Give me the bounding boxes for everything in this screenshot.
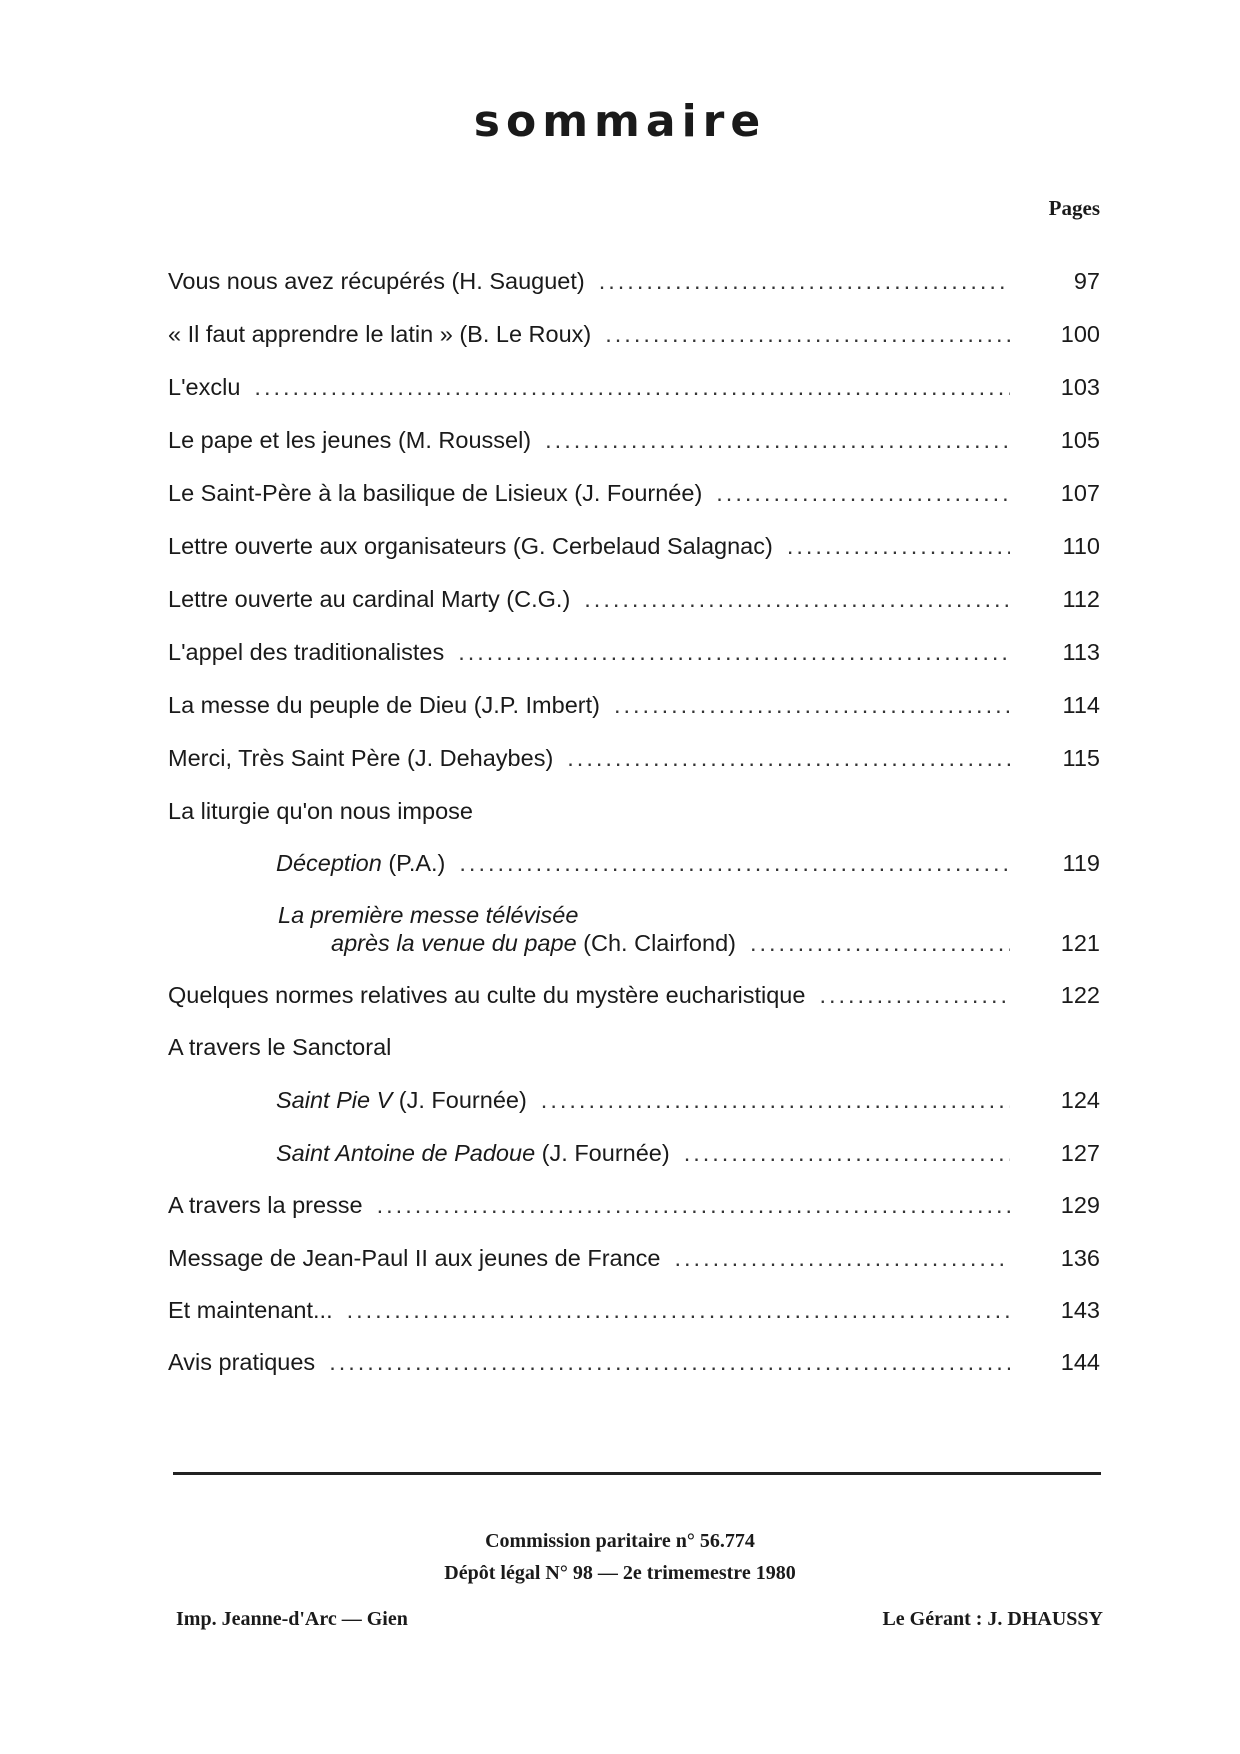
toc-entry-label: Lettre ouverte aux organisateurs (G. Cerbelaud Salagnac) bbox=[168, 533, 773, 559]
dot-leader bbox=[254, 374, 1010, 401]
commission-paritaire: Commission paritaire n° 56.774 bbox=[485, 1530, 755, 1552]
toc-entry-page: 114 bbox=[1062, 692, 1100, 718]
toc-entry-page: 136 bbox=[1060, 1245, 1100, 1271]
toc-entry[interactable] bbox=[168, 321, 1100, 361]
toc-entry-label: Déception (P.A.) bbox=[276, 850, 446, 876]
toc-entry-label: La messe du peuple de Dieu (J.P. Imbert) bbox=[168, 692, 600, 718]
toc-entry[interactable] bbox=[276, 1087, 1100, 1127]
dot-leader bbox=[614, 692, 1010, 719]
depot-legal: Dépôt légal N° 98 — 2e trimemestre 1980 bbox=[444, 1562, 796, 1584]
toc-entry-label: L'exclu bbox=[168, 374, 241, 400]
toc-entry-label: Merci, Très Saint Père (J. Dehaybes) bbox=[168, 745, 554, 771]
dot-leader bbox=[684, 1140, 1010, 1167]
toc-entry[interactable] bbox=[168, 639, 1100, 679]
toc-entry-page: 97 bbox=[1073, 268, 1100, 294]
toc-section-label: La liturgie qu'on nous impose bbox=[168, 798, 473, 824]
dot-leader bbox=[347, 1297, 1010, 1324]
dot-leader bbox=[605, 321, 1010, 348]
dot-leader bbox=[458, 639, 1010, 666]
toc-entry-page: 100 bbox=[1060, 321, 1100, 347]
dot-leader bbox=[567, 745, 1010, 772]
toc-entry-label: Quelques normes relatives au culte du mystère eucharistique bbox=[168, 982, 806, 1008]
toc-entry[interactable] bbox=[276, 1140, 1100, 1180]
dot-leader bbox=[329, 1349, 1010, 1376]
toc-entry-label: Le pape et les jeunes (M. Roussel) bbox=[168, 427, 532, 453]
toc-entry-page: 143 bbox=[1060, 1297, 1100, 1323]
dot-leader bbox=[819, 982, 1010, 1009]
toc-entry-label: A travers la presse bbox=[168, 1192, 363, 1218]
divider bbox=[173, 1472, 1101, 1475]
toc-entry-label: Message de Jean-Paul II aux jeunes de France bbox=[168, 1245, 661, 1271]
toc-entry-label-first-line: La première messe télévisée bbox=[278, 902, 579, 928]
toc-entry-label: Le Saint-Père à la basilique de Lisieux (J. Fournée) bbox=[168, 480, 703, 506]
toc-entry[interactable] bbox=[168, 1245, 1100, 1285]
dot-leader bbox=[459, 850, 1010, 877]
toc-entry-label: Saint Antoine de Padoue (J. Fournée) bbox=[276, 1140, 670, 1166]
toc-entry[interactable] bbox=[168, 427, 1100, 467]
toc-entry[interactable] bbox=[168, 480, 1100, 520]
dot-leader bbox=[584, 586, 1010, 613]
dot-leader bbox=[541, 1087, 1010, 1114]
toc-entry-page: 112 bbox=[1062, 586, 1100, 612]
toc-entry[interactable] bbox=[168, 982, 1100, 1022]
toc-entry[interactable] bbox=[168, 1192, 1100, 1232]
toc-entry[interactable] bbox=[168, 586, 1100, 626]
toc-entry[interactable] bbox=[331, 930, 1100, 970]
toc-entry-label: « Il faut apprendre le latin » (B. Le Roux) bbox=[168, 321, 592, 347]
toc-entry[interactable] bbox=[168, 1297, 1100, 1337]
toc-entry[interactable] bbox=[168, 533, 1100, 573]
toc-entry[interactable] bbox=[168, 268, 1100, 308]
toc-entry-page: 124 bbox=[1060, 1087, 1100, 1113]
dot-leader bbox=[675, 1245, 1011, 1272]
toc-entry-label: Et maintenant... bbox=[168, 1297, 333, 1323]
dot-leader bbox=[377, 1192, 1010, 1219]
toc-entry-page: 119 bbox=[1062, 850, 1100, 876]
toc-entry-page: 121 bbox=[1060, 930, 1100, 956]
toc-entry[interactable] bbox=[168, 374, 1100, 414]
toc-entry-label: Lettre ouverte au cardinal Marty (C.G.) bbox=[168, 586, 571, 612]
toc-entry-label: Vous nous avez récupérés (H. Sauguet) bbox=[168, 268, 585, 294]
toc-entry-page: 103 bbox=[1060, 374, 1100, 400]
toc-entry-page: 105 bbox=[1060, 427, 1100, 453]
manager-credit: Le Gérant : J. DHAUSSY bbox=[882, 1608, 1103, 1630]
toc-entry-label: Saint Pie V (J. Fournée) bbox=[276, 1087, 527, 1113]
toc-entry[interactable] bbox=[168, 1349, 1100, 1389]
page-title: sommaire bbox=[473, 96, 767, 147]
toc-entry[interactable] bbox=[168, 745, 1100, 785]
toc-entry-label: après la venue du pape (Ch. Clairfond) bbox=[331, 930, 736, 956]
toc-entry-page: 115 bbox=[1062, 745, 1100, 771]
toc-entry-page: 113 bbox=[1062, 639, 1100, 665]
toc-entry-label: L'appel des traditionalistes bbox=[168, 639, 445, 665]
toc-section-heading[interactable] bbox=[168, 1034, 1100, 1074]
toc-entry-page: 127 bbox=[1060, 1140, 1100, 1166]
toc-entry-page: 144 bbox=[1060, 1349, 1100, 1375]
dot-leader bbox=[716, 480, 1010, 507]
pages-column-header: Pages bbox=[1048, 196, 1100, 220]
toc-entry-page: 107 bbox=[1060, 480, 1100, 506]
toc-entry[interactable] bbox=[276, 850, 1100, 890]
dot-leader bbox=[750, 930, 1010, 957]
toc-entry-page: 129 bbox=[1060, 1192, 1100, 1218]
toc-entry[interactable] bbox=[168, 692, 1100, 732]
toc-section-label: A travers le Sanctoral bbox=[168, 1034, 392, 1060]
dot-leader bbox=[599, 268, 1010, 295]
dot-leader bbox=[545, 427, 1010, 454]
dot-leader bbox=[787, 533, 1010, 560]
toc-entry-page: 110 bbox=[1062, 533, 1100, 559]
toc-entry-page: 122 bbox=[1060, 982, 1100, 1008]
printer-credit: Imp. Jeanne-d'Arc — Gien bbox=[176, 1608, 408, 1630]
toc-section-heading[interactable] bbox=[168, 798, 1100, 838]
toc-entry-label: Avis pratiques bbox=[168, 1349, 316, 1375]
